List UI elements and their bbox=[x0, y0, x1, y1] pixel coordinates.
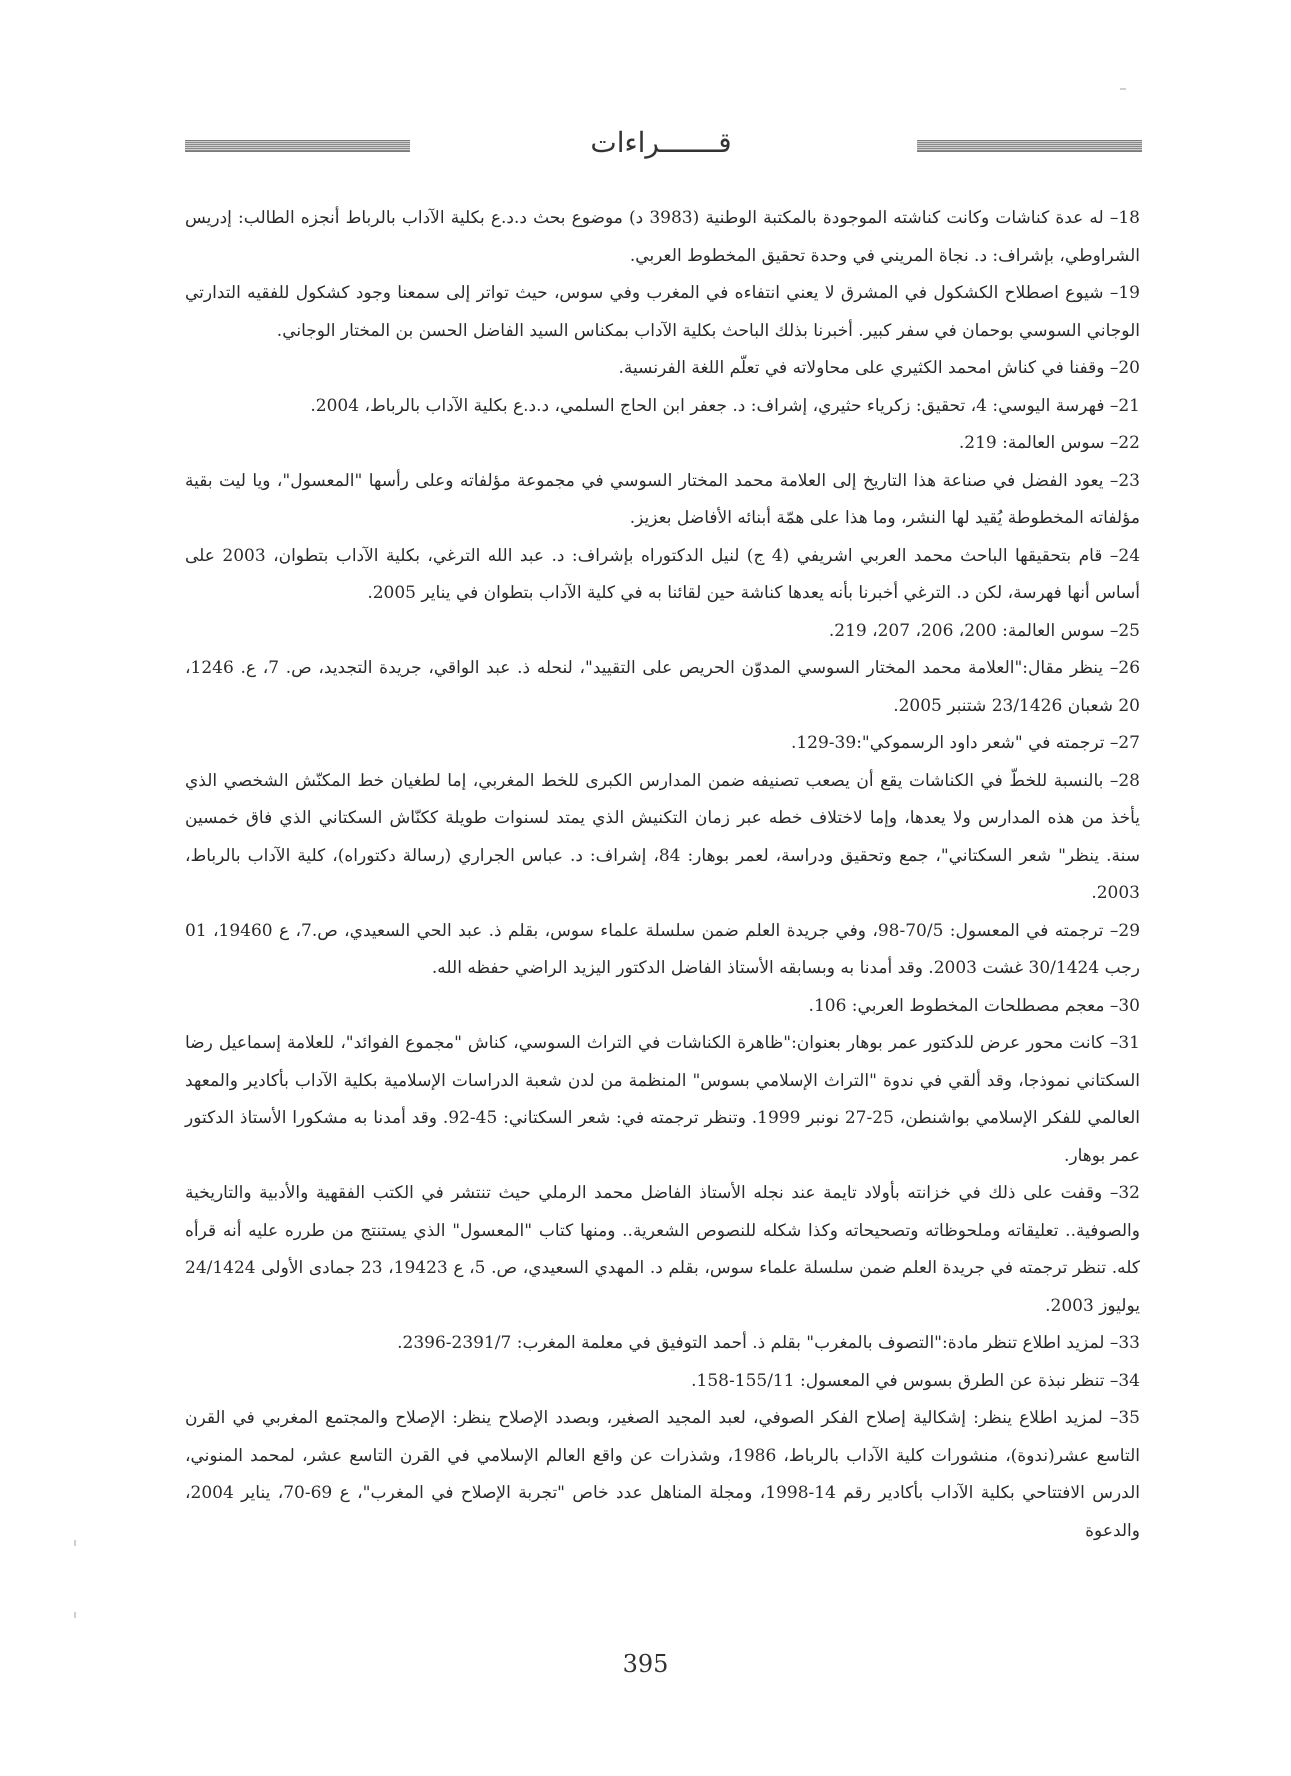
footnote-number: 24 bbox=[1118, 545, 1141, 566]
footnote-number: 21 bbox=[1118, 395, 1140, 416]
footnote-number: 26 bbox=[1118, 658, 1141, 678]
footnote bbox=[185, 275, 1140, 350]
footnote-number: 35 bbox=[1118, 1408, 1140, 1428]
footnote-number: 25 bbox=[1118, 620, 1140, 641]
footnote bbox=[185, 463, 1140, 538]
footnote bbox=[185, 913, 1140, 988]
footnote bbox=[185, 613, 1140, 651]
footnote-number: 19 bbox=[1118, 283, 1140, 303]
footnote-number: 27 bbox=[1118, 733, 1140, 753]
footnote bbox=[185, 350, 1140, 388]
scan-mark bbox=[74, 1612, 76, 1618]
footnote-text: – قام بتحقيقها الباحث محمد العربي اشريفي (4 ج) لنيل الدكتوراه بإشراف: د. عبد الله الترغي، بكلية الآداب بتطوان، 2003 على أساس أنها فهرسة، لكن د. الترغي أخبرنا بأنه يعدها كناشة حين لقائنا به في كلية الآداب بتطوان في يناير 2005. bbox=[185, 545, 1140, 603]
footnote-number: 34 bbox=[1118, 1370, 1140, 1391]
footnote-text: – لمزيد اطلاع ينظر: إشكالية إصلاح الفكر الصوفي، لعبد المجيد الصغير، وبصدد الإصلاح ينظر: الإصلاح والمجتمع المغربي في القرن التاسع عشر(ندوة)، منشورات كلية الآداب بالرباط، 1986، وشذرات عن واقع العالم الإسلامي في القرن التاسع عشر، لمحمد المنوني، الدرس الافتتاحي بكلية الآداب بأكادير رقم 14-1998، ومجلة المناهل عدد خاص "تجربة الإصلاح في المغرب"، ع 69-70، يناير 2004، والدعوة bbox=[185, 1408, 1141, 1541]
footnote-text: – كانت محور عرض للدكتور عمر بوهار بعنوان:"ظاهرة الكناشات في التراث السوسي، كناش "مجموع الفوائد"، للعلامة إسماعيل رضا السكتاني نموذجا، وقد ألقي في ندوة "التراث الإسلامي بسوس" المنظمة من لدن شعبة الدراسات الإسلامية بكلية الآداب بأكادير والمعهد العالمي للفكر الإسلامي بواشنطن، 25-27 نونبر 1999. وتنظر ترجمته في: شعر السكتاني: 45-92. وقد أمدنا به مشكورا الأستاذ الدكتور عمر بوهار. bbox=[185, 1033, 1140, 1166]
footnote-text: – له عدة كناشات وكانت كناشته الموجودة بالمكتبة الوطنية (3983 د) موضوع بحث د.د.ع بكلية الآداب بالرباط أنجزه الطالب: إدريس الشراوطي، بإشراف: د. نجاة المريني في وحدة تحقيق المخطوط العربي. bbox=[185, 208, 1140, 266]
scan-mark bbox=[74, 1540, 76, 1546]
footnote-number: 20 bbox=[1118, 358, 1140, 378]
footnote bbox=[185, 1363, 1140, 1401]
running-header bbox=[180, 126, 1142, 166]
footnote bbox=[185, 425, 1140, 463]
footnote bbox=[185, 1175, 1140, 1325]
footnote-number: 31 bbox=[1118, 1033, 1140, 1053]
header-title: قـــــــراءات bbox=[590, 126, 732, 159]
footnote-text: – لمزيد اطلاع تنظر مادة:"التصوف بالمغرب" بقلم ذ. أحمد التوفيق في معلمة المغرب: 2391/7-2396. bbox=[397, 1333, 1119, 1353]
footnote-number: 32 bbox=[1118, 1183, 1140, 1203]
footnote-number: 22 bbox=[1118, 433, 1140, 453]
footnote-text: – فهرسة اليوسي: 4، تحقيق: زكرياء حثيري، إشراف: د. جعفر ابن الحاج السلمي، د.د.ع بكلية الآداب بالرباط، 2004. bbox=[310, 395, 1119, 416]
footnote bbox=[185, 763, 1140, 913]
page-number: 395 bbox=[622, 1650, 669, 1678]
footnote-number: 18 bbox=[1118, 208, 1140, 228]
header-rule-right bbox=[917, 140, 1142, 152]
footnote bbox=[185, 725, 1140, 763]
footnote-text: – وقفت على ذلك في خزانته بأولاد تايمة عند نجله الأستاذ الفاضل محمد الرملي حيث تنتشر في الكتب الفقهية والأدبية والتاريخية والصوفية.. تعليقاته وملحوظاته وتصحيحاته وكذا شكله للنصوص الشعرية.. ومنها كتاب "المعسول" الذي يستنتج من طرره عليه أنه قرأه كله. تنظر ترجمته في جريدة العلم ضمن سلسلة علماء سوس، بقلم د. المهدي السعيدي، ص. 5، ع 19423، 23 جمادى الأولى 24/1424 يوليوز 2003. bbox=[185, 1183, 1140, 1316]
footnote-number: 33 bbox=[1118, 1333, 1140, 1353]
footnote-text: – ترجمته في "شعر داود الرسموكي":39-129. bbox=[790, 733, 1119, 753]
footnote-text: – بالنسبة للخطّ في الكناشات يقع أن يصعب تصنيفه ضمن المدارس الكبرى للخط المغربي، إما لطغيان خط المكنّش الشخصي الذي يأخذ من هذه المدارس ولا يعدها، وإما لاختلاف خطه عبر زمان التكنيش الذي يمتد لسنوات طويلة ككنّاش السكتاني الذي فاق خمسين سنة. ينظر" شعر السكتاني"، جمع وتحقيق ودراسة، لعمر بوهار: 84، إشراف: د. عباس الجراري (رسالة دكتوراه)، كلية الآداب بالرباط، 2003. bbox=[185, 770, 1140, 903]
footnote bbox=[185, 1325, 1140, 1363]
footnote-text: – سوس العالمة: 200، 206، 207، 219. bbox=[828, 620, 1119, 641]
footnote-text: – وقفنا في كناش امحمد الكثيري على محاولاته في تعلّم اللغة الفرنسية. bbox=[618, 358, 1119, 378]
footnotes-section bbox=[185, 200, 1140, 1550]
footnote bbox=[185, 388, 1140, 426]
footnote bbox=[185, 1400, 1140, 1550]
footnote-text: – ترجمته في المعسول: 70/5-98، وفي جريدة العلم ضمن سلسلة علماء سوس، بقلم ذ. عبد الحي السعيدي، ص.7، ع 19460، 01 رجب 30/1424 غشت 2003. وقد أمدنا به وبسابقه الأستاذ الفاضل الدكتور اليزيد الراضي حفظه الله. bbox=[185, 920, 1140, 978]
footnote-number: 28 bbox=[1118, 770, 1140, 791]
footnote-text: – سوس العالمة: 219. bbox=[958, 433, 1119, 453]
footnote-number: 23 bbox=[1118, 470, 1140, 491]
footnote-text: – ينظر مقال:"العلامة محمد المختار السوسي المدوّن الحريص على التقييد"، لنحله ذ. عبد الواقي، جريدة التجديد، ص. 7، ع. 1246، 20 شعبان 23/1426 شتنبر 2005. bbox=[185, 658, 1140, 716]
footnote bbox=[185, 988, 1140, 1026]
footnote bbox=[185, 650, 1140, 725]
footnote bbox=[185, 200, 1140, 275]
footnote-number: 29 bbox=[1118, 920, 1141, 941]
footnote-number: 30 bbox=[1118, 995, 1140, 1016]
footnote-text: – شيوع اصطلاح الكشكول في المشرق لا يعني انتفاءه في المغرب وفي سوس، حيث تواتر إلى سمعنا وجود كشكول للفقيه التدارتي الوجاني السوسي بوحمان في سفر كبير. أخبرنا بذلك الباحث بكلية الآداب بمكناس السيد الفاضل الحسن بن المختار الوجاني. bbox=[185, 283, 1140, 341]
footnote bbox=[185, 538, 1140, 613]
footnote-text: – تنظر نبذة عن الطرق بسوس في المعسول: 155/11-158. bbox=[691, 1370, 1119, 1391]
footnote-text: – يعود الفضل في صناعة هذا التاريخ إلى العلامة محمد المختار السوسي في مجموعة مؤلفاته وعلى رأسها "المعسول"، ويا ليت بقية مؤلفاته المخطوطة يُقيد لها النشر، وما هذا على همّة أبنائه الأفاضل بعزيز. bbox=[185, 470, 1140, 528]
footnote-text: – معجم مصطلحات المخطوط العربي: 106. bbox=[808, 995, 1119, 1016]
scan-mark bbox=[1120, 88, 1126, 90]
footnote bbox=[185, 1025, 1140, 1175]
